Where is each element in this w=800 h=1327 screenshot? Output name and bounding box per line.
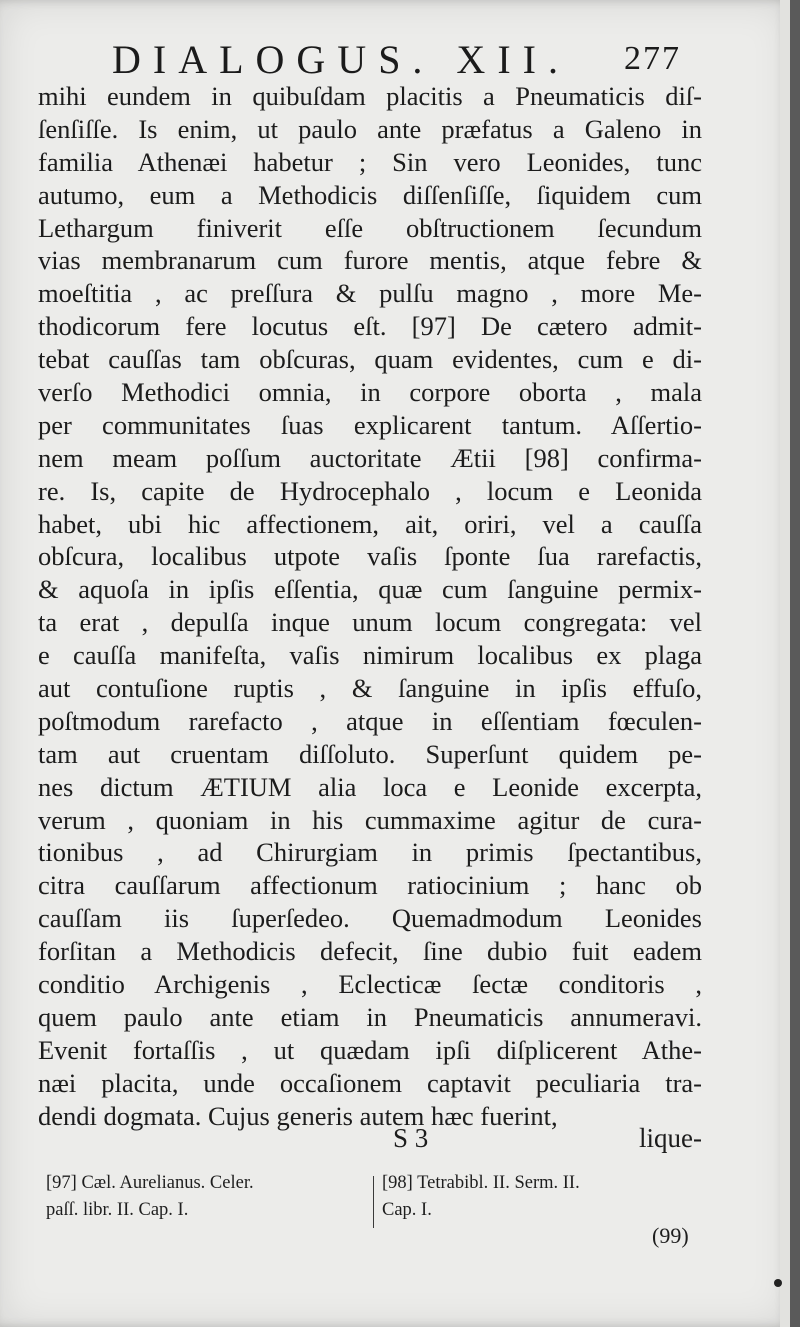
text-line: tionibus , ad Chirurgiam in primis ſpectantibus, [38, 837, 702, 868]
footnote-line: [98] Tetrabibl. II. Serm. II. [382, 1173, 580, 1193]
text-line: conditio Archigenis , Eclecticæ ſectæ conditoris , [38, 969, 702, 1000]
text-line: obſcura, localibus utpote vaſis ſponte ſua rarefactis, [38, 541, 702, 572]
text-line: aut contuſione ruptis , & ſanguine in ipſis effuſo, [38, 673, 702, 704]
text-line: cauſſam iis ſuperſedeo. Quemadmodum Leonides [38, 903, 702, 934]
text-line: & aquoſa in ipſis eſſentia, quæ cum ſanguine permix- [38, 574, 702, 605]
text-line: ſenſiſſe. Is enim, ut paulo ante præfatus a Galeno in [38, 113, 702, 144]
footnote-divider [373, 1176, 374, 1228]
footnote-97 [46, 1170, 368, 1224]
text-line: re. Is, capite de Hydrocephalo , locum e Leonida [38, 475, 702, 506]
page-number: 277 [624, 40, 681, 77]
text-line: thodicorum fere locutus eſt. [97] De cætero admit- [38, 311, 702, 342]
text-line: e cauſſa manifeſta, vaſis nimirum localibus ex plaga [38, 640, 702, 671]
text-line: tebat cauſſas tam obſcuras, quam evidentes, cum e di- [38, 344, 702, 375]
text-line: quem paulo ante etiam in Pneumaticis annumeravi. [38, 1001, 702, 1032]
page-header [112, 36, 712, 86]
catchword: lique- [639, 1123, 702, 1153]
text-line: habet, ubi hic affectionem, ait, oriri, vel a cauſſa [38, 508, 702, 539]
footnotes [46, 1170, 706, 1232]
footnote-line: Cap. I. [382, 1200, 432, 1220]
text-line: verſo Methodici omnia, in corpore oborta , mala [38, 377, 702, 408]
ink-speck [774, 1279, 782, 1287]
text-line: tam aut cruentam diſſoluto. Superſunt quidem pe- [38, 738, 702, 769]
gathering-mark: (99) [652, 1223, 689, 1248]
text-line: næi placita, unde occaſionem captavit peculiaria tra- [38, 1067, 702, 1098]
text-line: vias membranarum cum furore mentis, atque febre & [38, 245, 702, 276]
text-line: mihi eundem in quibuſdam placitis a Pneumaticis diſ- [38, 81, 702, 111]
text-line: forſitan a Methodicis defecit, ſine dubio fuit eadem [38, 936, 702, 967]
text-line: nes dictum ÆTIUM alia loca e Leonide excerpta, [38, 771, 702, 802]
running-title: DIALOGUS. XII. [112, 37, 570, 82]
signature-mark: S 3 [393, 1123, 429, 1153]
text-line: familia Athenæi habetur ; Sin vero Leonides, tunc [38, 146, 702, 177]
text-line: Evenit fortaſſis , ut quædam ipſi diſplicerent Athe- [38, 1034, 702, 1065]
text-line: dendi dogmata. Cujus generis autem hæc fuerint, [38, 1100, 558, 1131]
text-line: ta erat , depulſa inque unum locum congregata: vel [38, 607, 702, 638]
footnote-98 [382, 1170, 706, 1224]
text-line: citra cauſſarum affectionum ratiocinium ; hanc ob [38, 870, 702, 901]
body-text [38, 80, 702, 1133]
text-line: nem meam poſſum auctoritate Ætii [98] confirma- [38, 442, 702, 473]
text-line: per communitates ſuas explicarent tantum. Aſſertio- [38, 409, 702, 440]
footnote-line: [97] Cæl. Aurelianus. Celer. [46, 1173, 254, 1193]
page-edge [780, 0, 790, 1327]
text-line: verum , quoniam in his cummaxime agitur de cura- [38, 804, 702, 835]
footnote-line: paſſ. libr. II. Cap. I. [46, 1200, 189, 1220]
text-line: moeſtitia , ac preſſura & pulſu magno , more Me- [38, 278, 702, 309]
signature-row [38, 1123, 702, 1157]
text-line: Lethargum finiverit eſſe obſtructionem ſecundum [38, 212, 702, 243]
text-line: autumo, eum a Methodicis diſſenſiſſe, ſiquidem cum [38, 179, 702, 210]
text-line: poſtmodum rarefacto , atque in eſſentiam fœculen- [38, 705, 702, 736]
